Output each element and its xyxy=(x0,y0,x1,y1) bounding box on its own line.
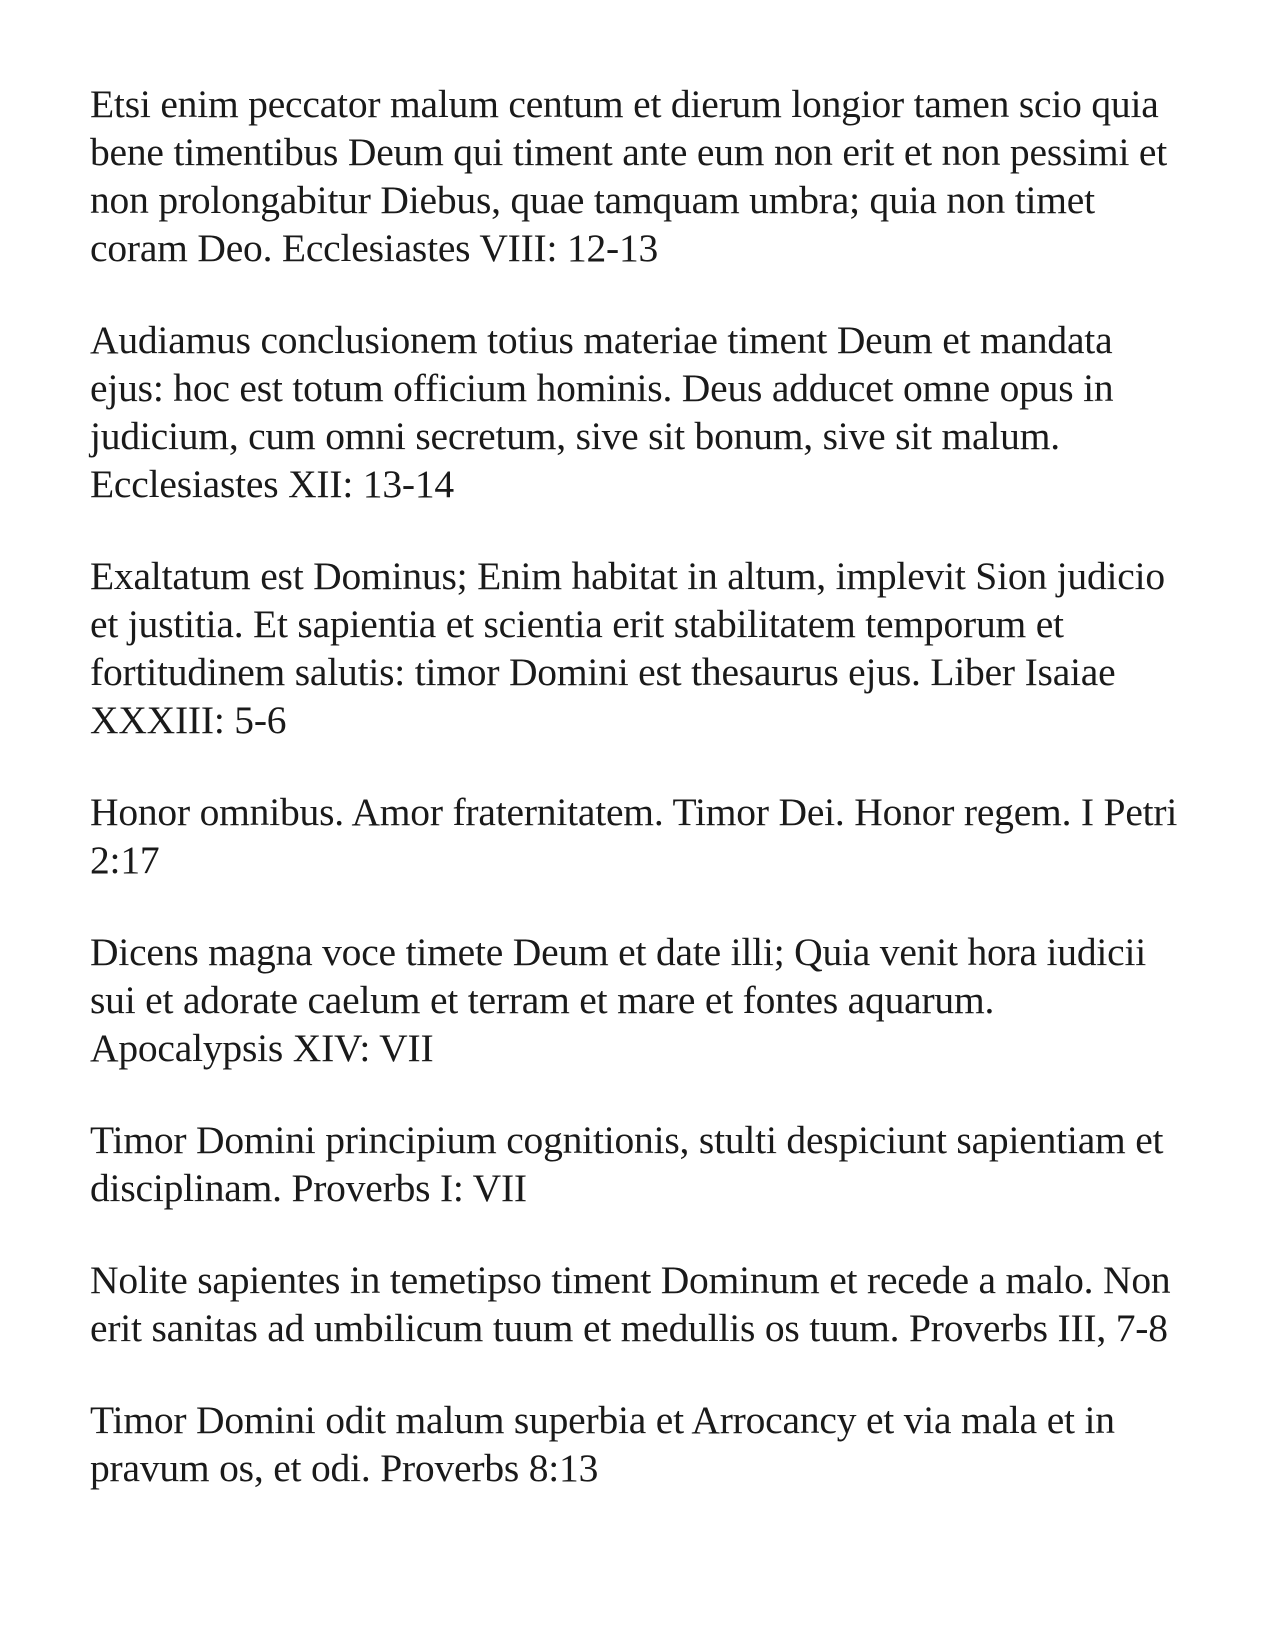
passage-proverbs-8: Timor Domini odit malum superbia et Arrocancy et via mala et in pravum os, et odi. Proverbs 8:13 xyxy=(90,1398,1115,1490)
passage-1-peter-2: Honor omnibus. Amor fraternitatem. Timor Dei. Honor regem. I Petri 2:17 xyxy=(90,790,1178,882)
passage-ecclesiastes-8: Etsi enim peccator malum centum et dierum longior tamen scio quia bene timentibus Deum qui timent ante eum non erit et non pessimi et non prolongabitur Diebus, quae tamquam umbra; quia non timet coram Deo. Ecclesiastes VIII: 12-13 xyxy=(90,82,1168,270)
passage-proverbs-1: Timor Domini principium cognitionis, stulti despiciunt sapientiam et disciplinam. Proverbs I: VII xyxy=(90,1118,1164,1210)
passage-isaiah-33: Exaltatum est Dominus; Enim habitat in altum, implevit Sion judicio et justitia. Et sapientia et scientia erit stabilitatem temporum et fortitudinem salutis: timor Domini est thesaurus ejus. Liber Isaiae XXXIII: 5-6 xyxy=(90,554,1165,742)
passage-apocalypse-14: Dicens magna voce timete Deum et date illi; Quia venit hora iudicii sui et adorate caelum et terram et mare et fontes aquarum. Apocalypsis XIV: VII xyxy=(90,930,1147,1070)
passage-ecclesiastes-12: Audiamus conclusionem totius materiae timent Deum et mandata ejus: hoc est totum officium hominis. Deus adducet omne opus in judicium, cum omni secretum, sive sit bonum, sive sit malum. Ecclesiastes XII: 13-14 xyxy=(90,318,1114,506)
passage-proverbs-3: Nolite sapientes in temetipso timent Dominum et recede a malo. Non erit sanitas ad umbilicum tuum et medullis os tuum. Proverbs III, 7-8 xyxy=(90,1258,1171,1350)
